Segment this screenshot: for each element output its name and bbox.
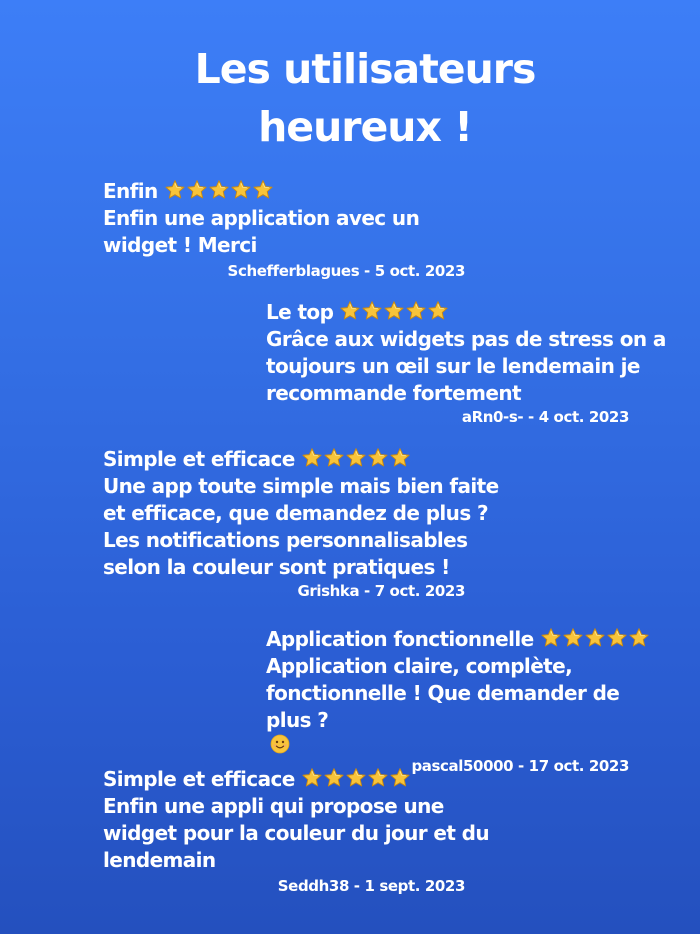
smiling-face-icon [270, 734, 290, 754]
star-icon [301, 767, 323, 789]
star-rating [164, 179, 274, 203]
star-rating [540, 627, 650, 651]
star-icon [230, 179, 252, 201]
review-card [103, 766, 489, 896]
star-icon [383, 300, 405, 322]
star-icon [562, 627, 584, 649]
star-rating [301, 447, 411, 471]
star-icon [389, 767, 411, 789]
star-icon [361, 300, 383, 322]
star-rating [301, 767, 411, 791]
review-body [103, 205, 465, 259]
star-icon [584, 627, 606, 649]
star-icon [186, 179, 208, 201]
review-line: Les notifications personnalisables [103, 528, 468, 552]
star-icon [405, 300, 427, 322]
star-icon [606, 627, 628, 649]
star-icon [323, 767, 345, 789]
star-icon [339, 300, 361, 322]
review-title: Enfin [103, 179, 158, 203]
review-card [266, 299, 666, 427]
review-title: Simple et efficace [103, 767, 295, 791]
review-card [266, 626, 650, 776]
star-rating [339, 300, 449, 324]
review-author: Seddh38 - 1 sept. 2023 [277, 877, 465, 895]
star-icon [427, 300, 449, 322]
review-header [266, 299, 666, 326]
review-line: fonctionnelle ! Que demander de [266, 681, 620, 705]
page-title-line-1: Les utilisateurs [194, 45, 536, 93]
review-card [103, 446, 499, 601]
review-line-with-emoji [266, 707, 650, 754]
page-title [0, 40, 700, 156]
review-header [103, 766, 489, 793]
review-author: Schefferblagues - 5 oct. 2023 [227, 262, 465, 280]
review-title: Application fonctionnelle [266, 627, 534, 651]
star-icon [345, 447, 367, 469]
review-line: Enfin une application avec un [103, 206, 420, 230]
review-line: widget ! Merci [103, 233, 257, 257]
star-icon [389, 447, 411, 469]
star-icon [252, 179, 274, 201]
star-icon [367, 447, 389, 469]
star-icon [164, 179, 186, 201]
review-line: plus ? [266, 708, 329, 732]
star-icon [323, 447, 345, 469]
review-line: Grâce aux widgets pas de stress on a [266, 327, 666, 351]
review-line: recommande fortement [266, 381, 521, 405]
review-body [103, 793, 489, 874]
review-card [103, 178, 465, 281]
review-line: Enfin une appli qui propose une [103, 794, 444, 818]
review-line: lendemain [103, 848, 216, 872]
review-line: Application claire, complète, [266, 654, 573, 678]
review-line: toujours un œil sur le lendemain je [266, 354, 640, 378]
review-line: et efficace, que demandez de plus ? [103, 501, 488, 525]
review-line: selon la couleur sont pratiques ! [103, 555, 450, 579]
page-title-line-2: heureux ! [258, 103, 472, 151]
star-icon [345, 767, 367, 789]
review-author: aRn0-s- - 4 oct. 2023 [461, 408, 629, 426]
star-icon [301, 447, 323, 469]
review-body [103, 473, 499, 581]
review-line: Une app toute simple mais bien faite [103, 474, 499, 498]
review-header [266, 626, 650, 653]
star-icon [628, 627, 650, 649]
review-line: widget pour la couleur du jour et du [103, 821, 490, 845]
review-author: pascal50000 - 17 oct. 2023 [411, 757, 629, 775]
review-author: Grishka - 7 oct. 2023 [297, 582, 465, 600]
review-title: Le top [266, 300, 334, 324]
review-body [266, 653, 650, 754]
review-header [103, 446, 499, 473]
review-header [103, 178, 465, 205]
review-title: Simple et efficace [103, 447, 295, 471]
star-icon [540, 627, 562, 649]
star-icon [208, 179, 230, 201]
review-body [266, 326, 666, 407]
star-icon [367, 767, 389, 789]
